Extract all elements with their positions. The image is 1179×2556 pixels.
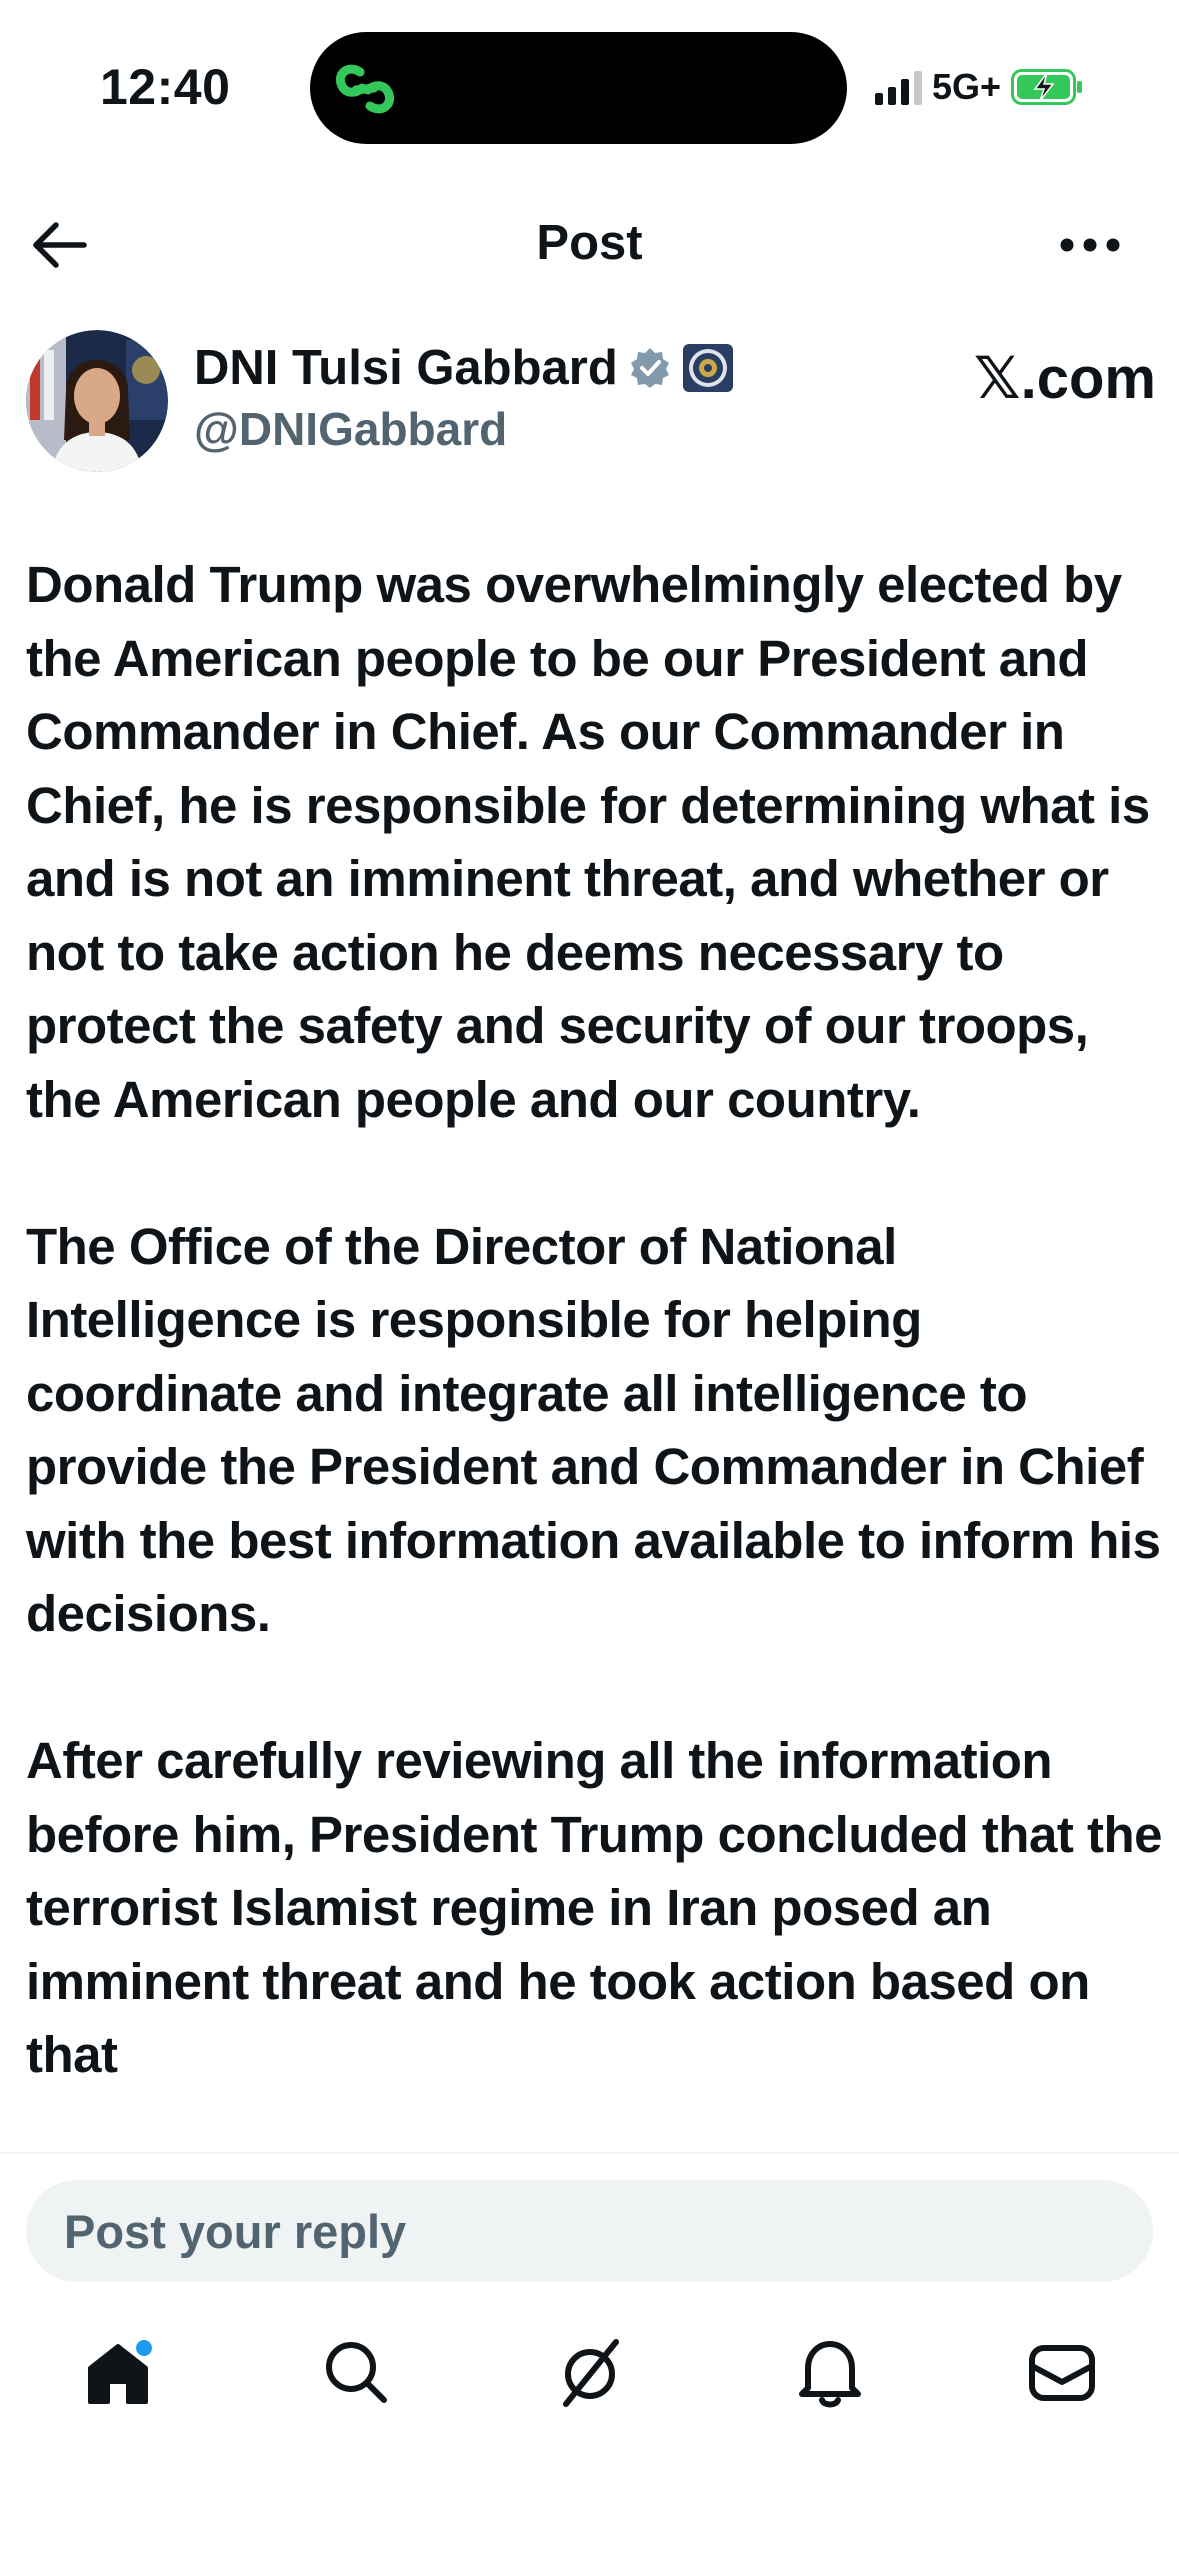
avatar[interactable] [26,330,168,472]
link-activity-icon [330,60,400,118]
network-type: 5G+ [932,66,1002,107]
mail-icon[interactable] [1022,2332,1102,2412]
status-time: 12:40 [100,59,231,115]
verified-gray-icon [628,346,672,390]
bell-icon[interactable] [790,2332,870,2412]
name-row [194,340,734,396]
reply-input[interactable] [26,2180,1153,2282]
battery-charging-icon [1011,69,1083,105]
reply-placeholder: Post your reply [64,2205,407,2258]
author-display-name[interactable]: DNI Tulsi Gabbard [194,341,618,395]
post-paragraph: After carefully reviewing all the information before him, President Trump concluded that the terrorist Islamist regime in Iran posed an imminent threat and he took action based on that [26,1732,1162,2083]
x-com-watermark: 𝕏.com [973,346,1156,411]
notification-dot [136,2340,152,2356]
search-icon[interactable] [316,2332,396,2412]
government-seal-icon [682,343,734,393]
page-title: Post [536,216,643,270]
post-author [26,330,1156,480]
grok-icon[interactable] [550,2332,630,2412]
post-paragraph: The Office of the Director of National Intelligence is responsible for helping coordinate and integrate all intelligence to provide the President and Commander in Chief with the best information available to inform his decisions. [26,1217,1161,1642]
signal-icon [875,69,922,105]
status-bar [0,0,1179,160]
author-handle[interactable]: @DNIGabbard [194,403,508,455]
post-header [0,195,1179,295]
status-indicators [875,62,1083,112]
more-horizontal-icon[interactable] [1055,213,1125,277]
bottom-nav [0,2310,1179,2450]
post-text [26,548,1166,2165]
post-paragraph: Donald Trump was overwhelmingly elected by the American people to be our President and Commander in Chief. As our Commander in Chief, he is responsible for determining what is and is not an imminent threat, and whether or not to take action he deems necessary to protect the safety and security of our troops, the American people and our country. [26,556,1150,1128]
